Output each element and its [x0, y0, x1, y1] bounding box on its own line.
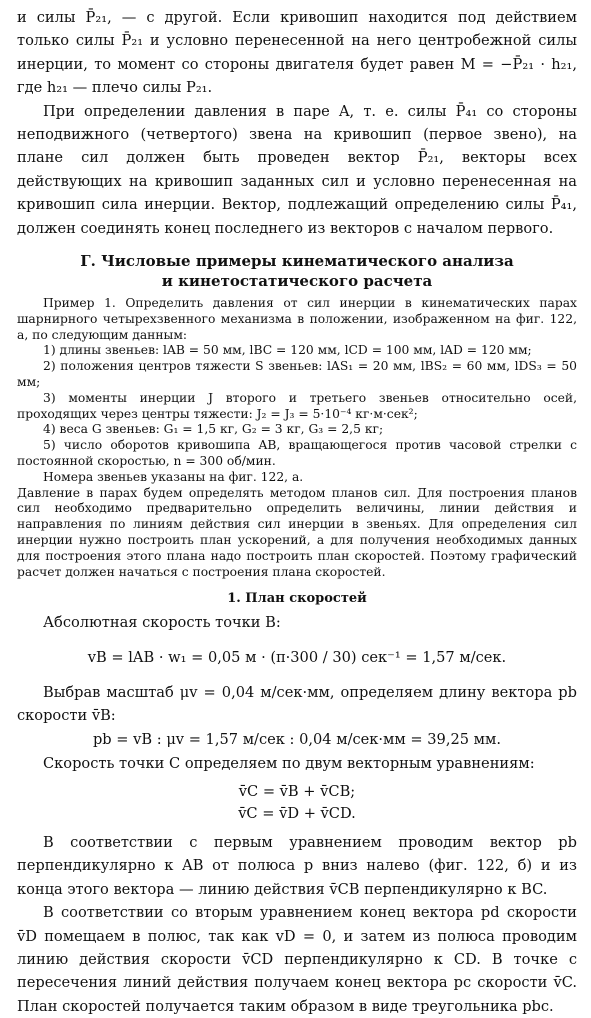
vector-equation-1: v̄C = v̄B + v̄CB; — [238, 783, 356, 801]
section-heading-line-1: Г. Числовые примеры кинематического анализа — [80, 252, 514, 271]
velocity-line-2: Скорость точки C определяем по двум векторным уравнениям: — [43, 754, 535, 772]
velocity-formula-2: pb = vB : μv = 1,57 м/сек : 0,04 м/сек·мм = 39,25 мм. — [92, 730, 502, 748]
example-item-5: 5) число оборотов кривошипа AB, вращающегося против часовой стрелки с постоянной скоростью, n = 300 об/мин. — [17, 438, 577, 469]
paragraph-intro-1: и силы P̄₂₁, — с другой. Если кривошип находится под действием только силы P̄₂₁ и условно перенесенной на него центробежной силы инерции, то момент со стороны двигателя будет равен M = −P̄₂₁ · h₂₁, где h₂₁ — плечо силы P₂₁. — [17, 9, 577, 97]
example-item-2: 2) положения центров тяжести S звеньев: lAS₁ = 20 мм, lBS₂ = 60 мм, lDS₃ = 50 мм; — [17, 359, 577, 390]
example-item-1: 1) длины звеньев: lAB = 50 мм, lBC = 120 мм, lCD = 100 мм, lAD = 120 мм; — [43, 343, 532, 358]
section-heading — [17, 251, 577, 291]
example-item-6: Номера звеньев указаны на фиг. 122, а. — [43, 469, 304, 484]
example-intro: Пример 1. Определить давления от сил инерции в кинематических парах шарнирного четырехзвенного механизма в положении, изображенном на фиг. 122, а, по следующим данным: — [17, 296, 577, 342]
example-item-3: 3) моменты инерции J второго и третьего звеньев относительно осей, проходящих через центры тяжести: J₂ = J₃ = 5·10⁻⁴ кг·м·сек²; — [17, 390, 577, 421]
velocity-paragraph-3: В соответствии со вторым уравнением конец вектора pd скорости v̄D помещаем в полюс, так как vD = 0, и затем из полюса проводим линию действия скорости v̄CD перпендикулярно к CD. В точке c пересечения линий действия получаем конец вектора pc скорости v̄C. План скоростей получается таким образом в виде треугольника pbc. — [17, 904, 577, 1015]
example-item-4: 4) веса G звеньев: G₁ = 1,5 кг, G₂ = 3 кг, G₃ = 2,5 кг; — [43, 422, 384, 437]
velocity-paragraph-1: Выбрав масштаб μv = 0,04 м/сек·мм, определяем длину вектора pb скорости v̄B: — [17, 683, 577, 725]
vector-equations — [17, 781, 577, 825]
section-heading-line-2: и кинетостатического расчета — [161, 272, 433, 291]
velocity-formula-1: vB = lAB · w₁ = 0,05 м · (π·300 / 30) сек⁻¹ = 1,57 м/сек. — [87, 648, 507, 666]
velocity-paragraph-2: В соответствии с первым уравнением проводим вектор pb перпендикулярно к AB от полюса p вниз налево (фиг. 122, б) и из конца этого вектора — линию действия v̄CB перпендикулярно к BC. — [17, 834, 577, 898]
subsection-heading: 1. План скоростей — [227, 591, 367, 607]
vector-equation-2: v̄C = v̄D + v̄CD. — [238, 805, 356, 823]
example-paragraph: Давление в парах будем определять методом планов сил. Для построения планов сил необходимо предварительно определить величины, линии действия и направления по линиям действия сил инерции в звеньях. Для определения сил инерции нужно построить план ускорений, а для получения необходимых данных для построения этого плана надо построить план скоростей. Поэтому графический расчет должен начаться с построения плана скоростей. — [17, 485, 577, 579]
paragraph-intro-2: При определении давления в паре A, т. е. силы P̄₄₁ со стороны неподвижного (четвертого) звена на кривошип (первое звено), на плане сил должен быть проведен вектор P̄₂₁, векторы всех действующих на кривошип заданных сил и условно перенесенная на кривошип сила инерции. Вектор, подлежащий определению силы P̄₄₁, должен соединять конец последнего из векторов с началом первого. — [17, 102, 577, 237]
velocity-line-1: Абсолютная скорость точки B: — [43, 614, 281, 632]
